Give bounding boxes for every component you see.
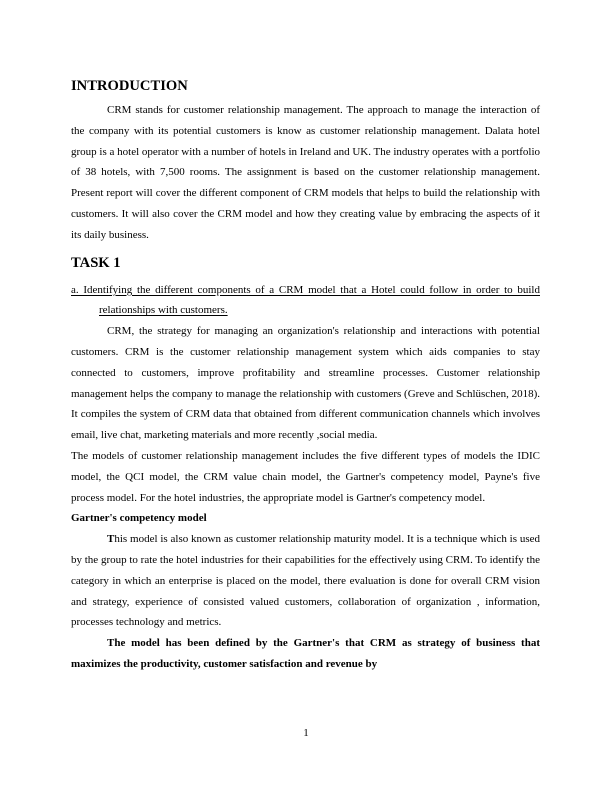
task1-heading: TASK 1 [71,254,121,271]
page-content [71,78,540,675]
gartner-paragraph-text: his model is also known as customer relationship maturity model. It is a technique which is used by the group to rate the hotel industries for their capabilities for the effectively using CRM. To identify the category in which an enterprise is placed on the model, there evaluation is done for overall CRM vision and strategy, experience of consisted valued customers, collaboration of organization , information, processes technology and metrics. [71,533,540,629]
gartner-first-letter: T [107,533,115,546]
task1-subheading: a. Identifying the different components of a CRM model that a Hotel could follow in order to build relationships with customers. [71,283,540,317]
page-number: 1 [303,727,309,739]
gartner-definition-paragraph: The model has been defined by the Gartner's that CRM as strategy of business that maximizes the productivity, customer satisfaction and revenue by [71,637,540,670]
crm-models-paragraph: The models of customer relationship management includes the five different types of models the IDIC model, the QCI model, the CRM value chain model, the Gartner's competency model, Payne's five process model. For the hotel industries, the appropriate model is Gartner's competency model. [71,449,540,504]
gartner-heading: Gartner's competency model [71,512,207,525]
crm-strategy-paragraph: CRM, the strategy for managing an organization's relationship and interactions with potential customers. CRM is the customer relationship management system which aids companies to stay connected to customers, improve profitability and streamline processes. Customer relationship management helps the company to manage the relationship with customers (Greve and Schlüschen, 2018). It compiles the system of CRM data that obtained from different communication channels which involves email, live chat, marketing materials and more recently ,social media. [71,325,540,442]
introduction-heading: INTRODUCTION [71,78,188,94]
gartner-paragraph [71,529,540,633]
introduction-paragraph: CRM stands for customer relationship management. The approach to manage the interaction of the company with its potential customers is know as customer relationship management. Dalata hotel group is a hotel operator with a number of hotels in Ireland and UK. The industry operates with a portfolio of 38 hotels, with 7,500 rooms. The assignment is based on the customer relationship management. Present report will cover the different component of CRM models that helps to build the relationship with customers. It will also cover the CRM model and how they creating value by embracing the aspects of it its daily business. [71,104,541,241]
